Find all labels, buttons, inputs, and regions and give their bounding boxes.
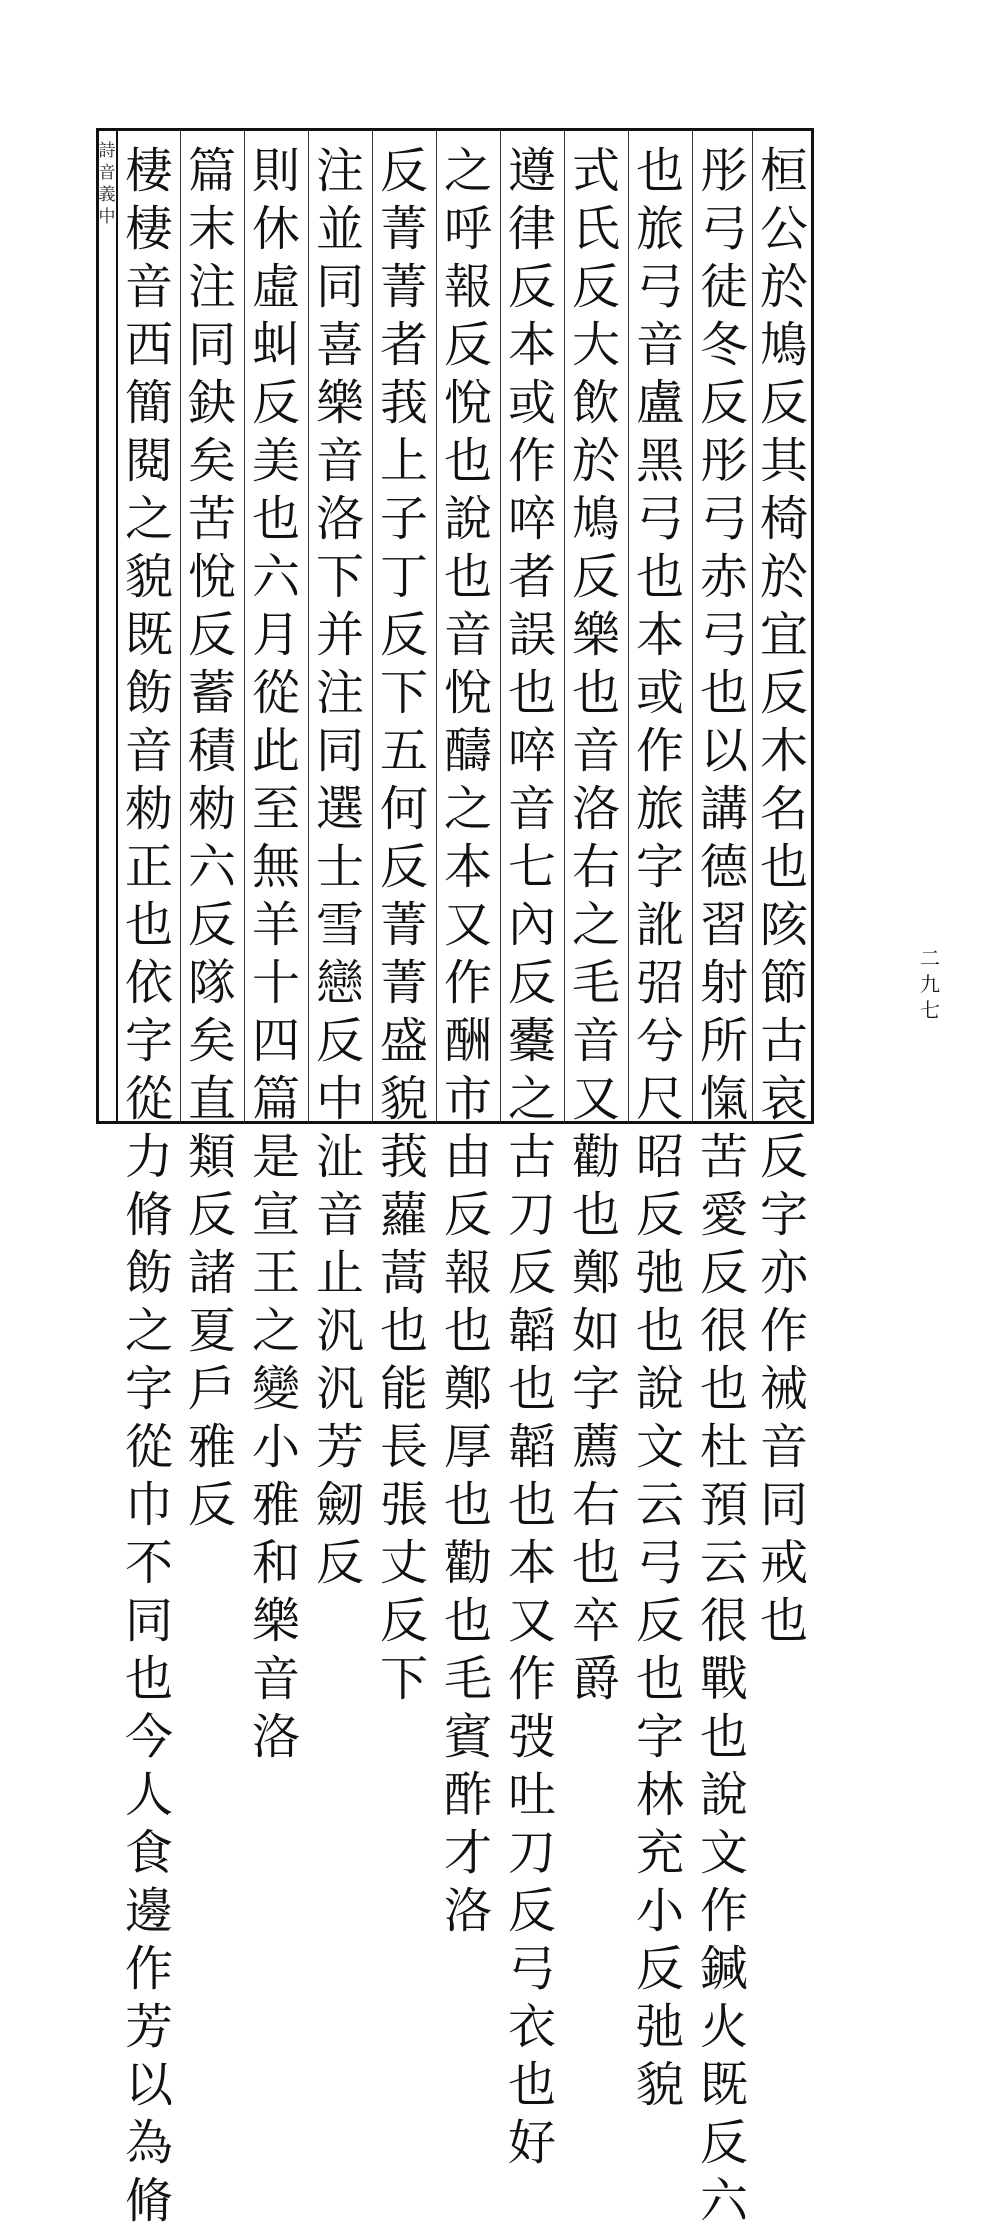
text-column — [310, 142, 370, 1591]
text-column — [566, 142, 626, 1707]
column-rule — [372, 131, 373, 1121]
column-rule — [692, 131, 693, 1121]
column-text: 桓公於鳩反其椅於宜反木名也陔節古哀反字亦作祴音同戒也 — [759, 143, 808, 1649]
column-text: 遵律反本或作啐者誤也啐音七內反櫜之古刀反韜也韜也本又作弢吐刀反弓衣也好 — [507, 143, 556, 2171]
column-rule — [500, 131, 501, 1121]
text-column — [438, 142, 498, 1939]
column-rule — [244, 131, 245, 1121]
text-column — [694, 142, 754, 2229]
text-column — [630, 142, 690, 2113]
gutter-strip — [96, 128, 118, 1124]
column-text: 反菁菁者莪上子丁反下五何反菁菁盛貌莪蘿蒿也能長張丈反下 — [379, 143, 428, 1707]
column-rule — [180, 131, 181, 1121]
column-text: 篇末注同鈌矣苦悅反蓄積勑六反隊矣直類反諸夏戶雅反 — [187, 143, 236, 1533]
gutter-title: 詩音義中 — [98, 141, 116, 227]
text-column — [246, 142, 306, 1765]
column-rule — [436, 131, 437, 1121]
column-text: 注並同喜樂音洛下并注同選士雪戀反中沚音止汎汎芳劒反 — [315, 143, 364, 1591]
text-column — [374, 142, 434, 1707]
column-text: 棲棲音西簡閱之貌既飭音勑正也依字從力脩飭之字從巾不同也今人食邊作芳以為脩 — [124, 143, 173, 2229]
folio-number: 二九七 — [920, 946, 940, 1022]
text-column — [754, 142, 814, 1649]
text-column — [502, 142, 562, 2171]
text-column — [182, 142, 242, 1533]
column-rule — [628, 131, 629, 1121]
column-text: 則休虛虯反美也六月從此至無羊十四篇是宣王之變小雅和樂音洛 — [251, 143, 300, 1765]
column-rule — [564, 131, 565, 1121]
column-rule — [308, 131, 309, 1121]
column-text: 之呼報反悅也說也音悅醻之本又作酬市由反報也鄭厚也勸也毛賓酢才洛 — [443, 143, 492, 1939]
text-column — [119, 142, 179, 2229]
column-text: 式氏反大飲於鳩反樂也音洛右之毛音又勸也鄭如字薦右也卒爵 — [571, 143, 620, 1707]
column-text: 也旅弓音盧黑弓也本或作旅字訛弨兮尺昭反弛也說文云弓反也字林充小反弛貌 — [635, 143, 684, 2113]
column-text: 彤弓徒冬反彤弓赤弓也以講德習射所愾苦愛反很也杜預云很戰也說文作鍼火既反六 — [699, 143, 748, 2229]
